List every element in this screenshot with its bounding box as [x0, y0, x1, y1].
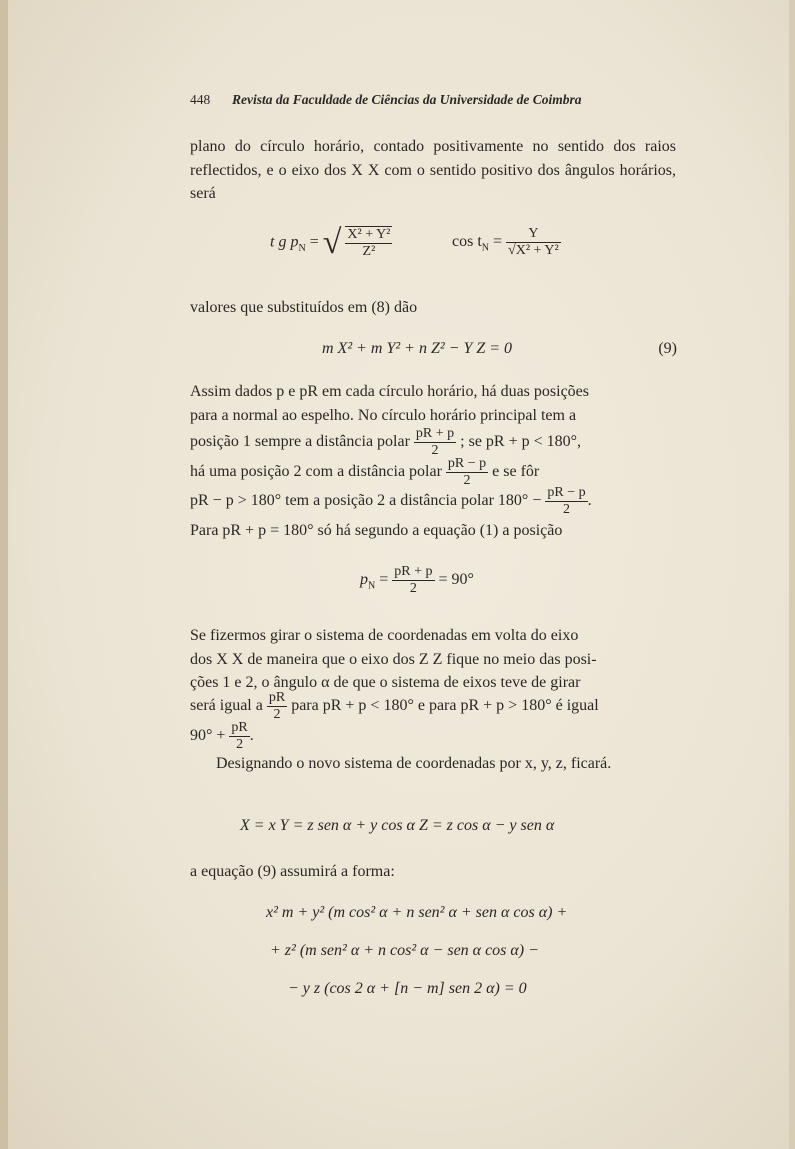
p4-frac5-num: pR — [231, 720, 248, 735]
page-edge-right — [789, 0, 795, 1149]
p4-line1: Se fizermos girar o sistema de coordenadas em volta do eixo — [190, 627, 579, 644]
paragraph-3 — [190, 380, 676, 427]
p3-line4b: e se fôr — [492, 463, 540, 481]
p3-line5a: pR − p > 180° tem a posição 2 a distância polar 180° − — [190, 492, 542, 510]
p3-line3a: posição 1 sempre a distância polar — [190, 433, 410, 451]
paragraph-2: valores que substituídos em (8) dão — [190, 299, 418, 316]
p3-frac1-num: pR + p — [415, 426, 455, 441]
equation-pn: $p_N$ = $\frac{pR + p}{2}$ = 90° — [360, 564, 474, 596]
page-edge-left — [0, 0, 8, 1149]
p3-line3b: ; se pR + p < 180°, — [460, 433, 582, 451]
p3-frac1-den: 2 — [431, 443, 439, 458]
p4-line4a: será igual a — [190, 697, 263, 715]
p4-frac5-den: 2 — [236, 737, 244, 752]
running-title: Revista da Faculdade de Ciências da Universidade de Coimbra — [232, 92, 582, 107]
paragraph-5: Designando o novo sistema de coordenadas por x, y, z, ficará. — [216, 755, 612, 772]
eq-cos-fraction — [506, 226, 561, 259]
page-number: 448 — [190, 92, 211, 107]
eq-cos-den-text: X² + Y² — [515, 243, 559, 258]
p3-frac2-num: pR − p — [447, 456, 487, 471]
p3-line2: para a normal ao espelho. No círculo horário principal tem a — [190, 406, 577, 424]
equation-final-line2: + z² (m sen² α + n cos² α − sen α cos α) − — [270, 942, 539, 959]
p4-line4b: para pR + p < 180° e para pR + p > 180° é igual — [291, 697, 599, 715]
p4-frac5 — [229, 720, 249, 753]
p3-frac1 — [414, 426, 456, 459]
p4-line4 — [190, 690, 599, 723]
p3-frac3-num: pR − p — [547, 485, 586, 500]
eq-cos-lhs: cos t — [452, 233, 482, 251]
eq-pn-rhs: = 90° — [438, 571, 474, 589]
p3-line3 — [190, 426, 581, 459]
eq-cos-den: √X² + Y² — [508, 243, 559, 258]
p3-line1: Assim dados p e pR em cada círculo horário, há duas posições — [190, 383, 590, 400]
eq-pn-fraction — [392, 564, 434, 597]
equation-final-line1: x² m + y² (m cos² α + n sen² α + sen α cos α) + — [266, 904, 568, 921]
eq-tg-den: Z² — [362, 244, 376, 259]
eq-tg-num: X² + Y² — [347, 227, 391, 242]
sqrt-sign: √ — [322, 224, 342, 261]
equation-9-label: (9) — [658, 340, 677, 357]
paragraph-4 — [190, 624, 676, 695]
eq-tg-lhs: t g p — [270, 233, 299, 251]
equation-tg-pn: t g $p_N$ = √ $\frac{\text{X² + Y²}}{\text{Z²}}$ — [270, 224, 391, 261]
equation-cos-tn: $\cos t_N$ = $\frac{Y}{\text{√X² + Y²}}$ — [452, 226, 559, 258]
equation-9: m X² + m Y² + n Z² − Y Z = 0 — [322, 340, 513, 357]
p4-frac4-num: pR — [268, 690, 286, 705]
eq-pn-den: 2 — [409, 581, 417, 596]
eq-pn-lhs: p — [360, 571, 368, 589]
p4-line2: dos X X de maneira que o eixo dos Z Z fique no meio das posi- — [190, 650, 597, 668]
eq-pn-num: pR + p — [394, 564, 433, 579]
p3-frac3 — [545, 485, 587, 518]
p4-line3: ções 1 e 2, o ângulo α de que o sistema de eixos teve de girar — [190, 674, 581, 691]
p3-frac3-den: 2 — [562, 502, 570, 517]
paragraph-6: a equação (9) assumirá a forma: — [190, 863, 395, 880]
eq-cos-num: Y — [506, 226, 561, 243]
p4-line5: 90° + $\frac{pR}{2}$ . — [190, 720, 254, 752]
p3-line5: pR − p > 180° tem a posição 2 a distância polar 180° − $\frac{pR - p}{2}$ . — [190, 485, 592, 517]
equation-final-line3: − y z (cos 2 α + [n − m] sen 2 α) = 0 — [288, 980, 527, 997]
eq-tg-fraction — [345, 226, 392, 260]
eq-pn-lhs-sub: N — [368, 580, 376, 592]
p4-frac4-den: 2 — [273, 707, 281, 722]
p4-line5a: 90° + — [190, 727, 226, 745]
eq-cos-lhs-sub: N — [481, 242, 490, 254]
p3-frac2-den: 2 — [463, 473, 471, 488]
p4-frac4 — [267, 690, 287, 723]
p3-line4a: há uma posição 2 com a distância polar — [190, 463, 442, 481]
paragraph-1: plano do círculo horário, contado positivamente no sentido dos raios reflectidos, e o eixo dos X X com o sentido positivo dos ângulos horários, será — [190, 138, 676, 202]
equation-transform: X = x Y = z sen α + y cos α Z = z cos α − y sen α — [240, 817, 555, 834]
p3-line6: Para pR + p = 180° só há segundo a equação (1) a posição — [190, 522, 563, 539]
eq-tg-lhs-sub: N — [298, 242, 306, 254]
